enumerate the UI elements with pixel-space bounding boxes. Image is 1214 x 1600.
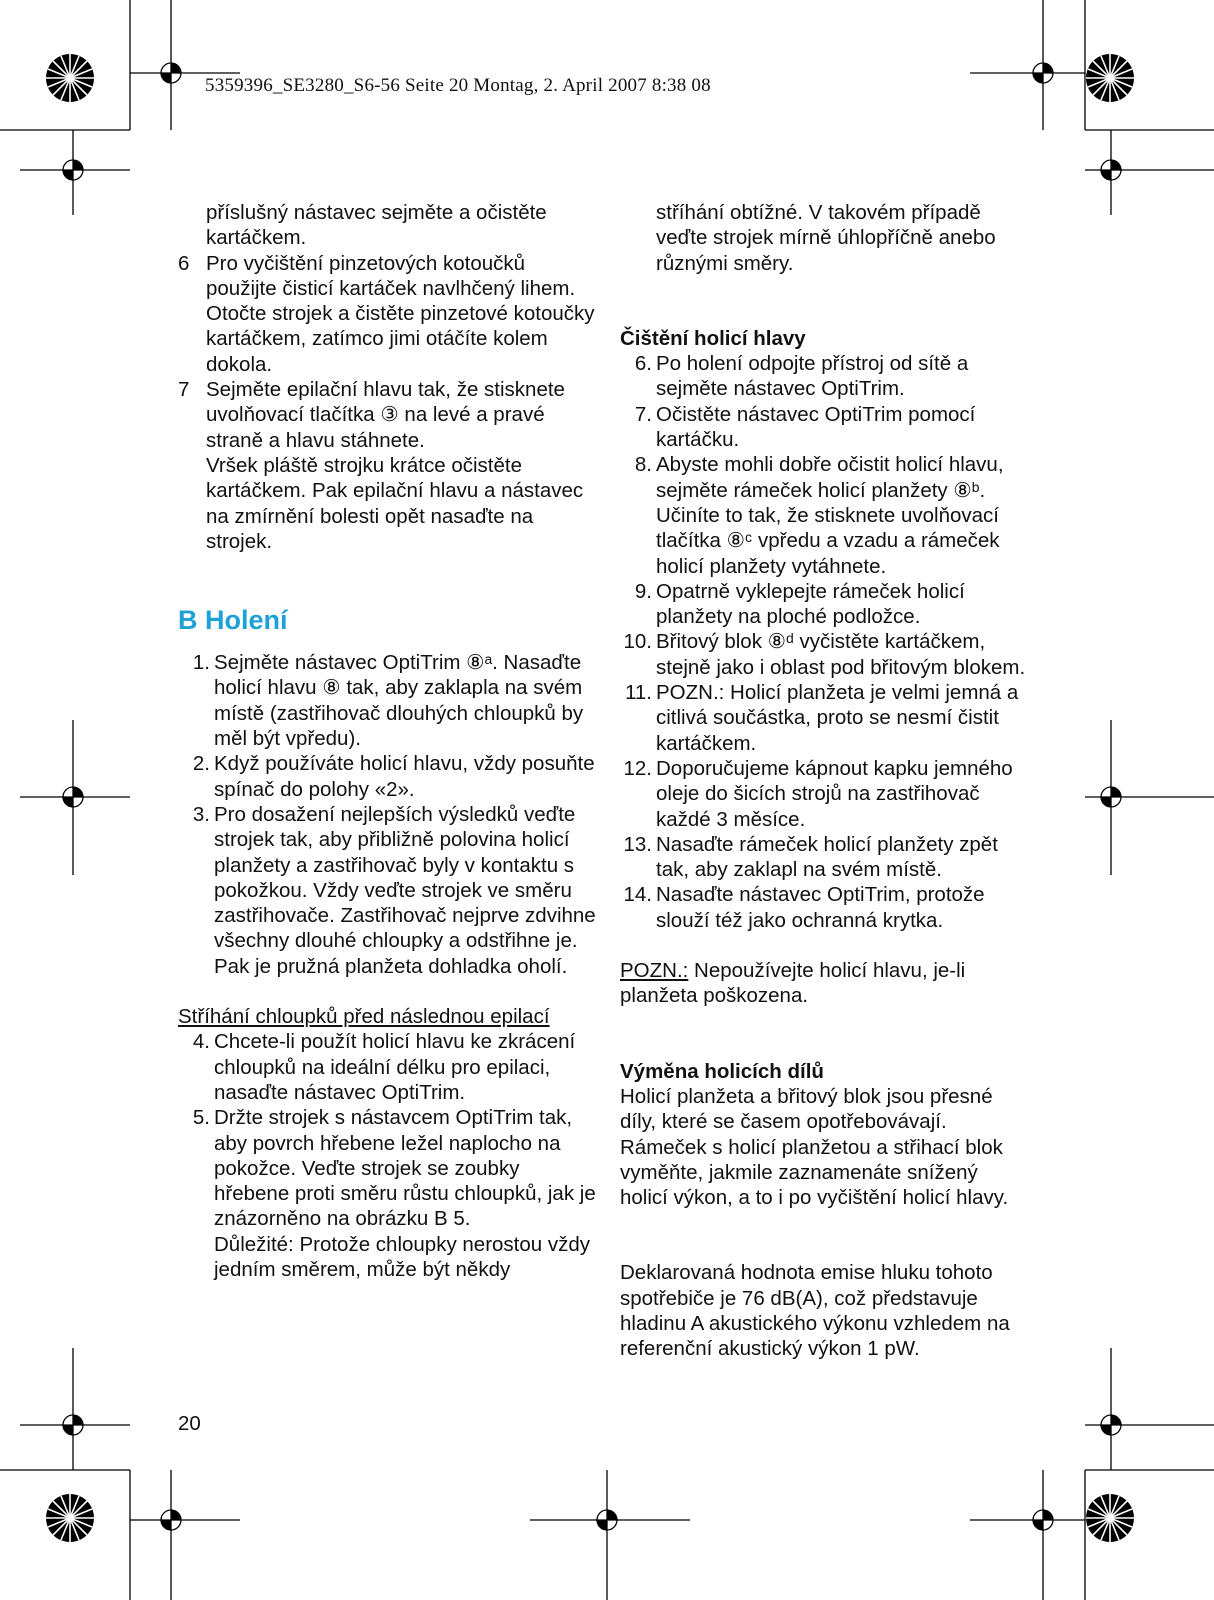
list-item: [620, 579, 1030, 630]
list-text: Pro dosažení nejlepších výsledků veďte strojek tak, aby přibližně polovina holicí planžety a zastřihovač byly v kontaktu s pokožkou. Vždy veďte strojek ve směru zastřihovače. Zastřihovač nejprve zdvihne všechny dlouhé chloupky a odstřihne je. Pak je pružná planžeta dohladka oholí.: [214, 802, 596, 978]
crosshair-top-2-icon: [970, 0, 1085, 130]
list-item: [620, 629, 1030, 680]
list-text: Očistěte nástavec OptiTrim pomocí kartáčku.: [656, 402, 976, 452]
noise-text: Deklarovaná hodnota emise hluku tohoto spotřebiče je 76 dB(A), což představuje hladinu A akustického výkonu vzhledem na referenční akustický výkon 1 pW.: [620, 1261, 1010, 1361]
list-text: Držte strojek s nástavcem OptiTrim tak, aby povrch hřebene ležel naplocho na pokožce. Veďte strojek se zoubky hřebene proti směru růstu chloupků, jak je znázorněno na obrázku B 5.: [214, 1106, 596, 1231]
list-number: 4.: [192, 1030, 210, 1054]
note-label: POZN.:: [620, 959, 689, 983]
list-number: 12.: [623, 756, 652, 780]
list-number: 13.: [623, 832, 652, 856]
print-header: 5359396_SE3280_S6-56 Seite 20 Montag, 2. April 2007 8:38 08: [205, 75, 711, 96]
list-item: [178, 1105, 598, 1282]
trim-heading: Stříhání chloupků před následnou epilací: [178, 1005, 550, 1029]
crosshair-bottom-2-icon: [530, 1470, 690, 1600]
list-text: Břitový blok ⑧ᵈ vyčistěte kartáčkem, stejně jako i oblast pod břitovým blokem.: [656, 630, 1026, 679]
right-column: [620, 200, 1030, 1362]
note-text: Nepoužívejte holicí hlavu, je-li planžeta poškozena.: [620, 959, 966, 1008]
list-number: 9.: [634, 579, 652, 603]
list-item: [620, 452, 1030, 578]
continuation-text: stříhání obtížné. V takovém případě veďte strojek mírně úhlopříčně anebo různými směry.: [656, 201, 996, 275]
step-number: 6: [178, 251, 190, 275]
list-item: [620, 402, 1030, 453]
list-number: 6.: [634, 352, 652, 376]
list-item: [178, 1029, 598, 1105]
step-text: Pro vyčištění pinzetových kotoučků použijte čisticí kartáček navlhčený lihem. Otočte strojek a čistěte pinzetové kotoučky kartáčkem, zatímco jimi otáčíte kolem dokola.: [206, 251, 595, 376]
list-number: 10.: [623, 630, 652, 654]
list-text: Chcete-li použít holicí hlavu ke zkrácení chloupků na ideální délku pro epilaci, nasaďte nástavec OptiTrim.: [214, 1030, 576, 1104]
list-item: [178, 751, 598, 802]
list-number: 5.: [192, 1106, 210, 1130]
step-extra: Vršek pláště strojku krátce očistěte kartáčkem. Pak epilační hlavu a nástavec na zmírnění bolesti opět nasaďte na strojek.: [206, 453, 584, 553]
crosshair-right-3-icon: [1085, 1348, 1214, 1470]
intro-continuation: příslušný nástavec sejměte a očistěte kartáčkem.: [206, 201, 547, 250]
step-text: Sejměte epilační hlavu tak, že stisknete uvolňovací tlačítka ③ na levé a pravé straně a hlavu stáhnete.: [206, 378, 565, 452]
shave-list: [178, 650, 598, 979]
clean-list: [620, 351, 1030, 933]
trim-list: [178, 1029, 598, 1282]
list-text: Abyste mohli dobře očistit holicí hlavu, sejměte rámeček holicí planžety ⑧ᵇ. Učiníte to tak, že stisknete uvolňovací tlačítka ⑧ᶜ vpředu a vzadu a rámeček holicí planžety vytáhnete.: [656, 453, 1004, 578]
step-number: 7: [178, 378, 190, 402]
list-number: 14.: [623, 883, 652, 907]
list-text: Po holení odpojte přístroj od sítě a sejměte nástavec OptiTrim.: [656, 352, 969, 401]
left-column: [178, 200, 598, 1282]
step-7: [178, 377, 598, 554]
list-text: Když používáte holicí hlavu, vždy posuňte spínač do polohy «2».: [214, 752, 595, 801]
replace-text: Holicí planžeta a břitový blok jsou přesné díly, které se časem opotřebovávají. Rámeček s holicí planžetou a střihací blok vyměňte, jakmile zaznamenáte snížený holicí výkon, a to i po vyčištění holicí hlavy.: [620, 1084, 1009, 1210]
list-item: [620, 882, 1030, 933]
list-number: 8.: [634, 453, 652, 477]
crosshair-bottom-1-icon: [130, 1470, 240, 1600]
list-number: 2.: [192, 752, 210, 776]
list-number: 11.: [625, 681, 652, 705]
starburst-bottom-left-icon: [46, 1494, 94, 1542]
starburst-top-right-icon: [1086, 54, 1134, 102]
clean-heading: Čištění holicí hlavy: [620, 326, 806, 350]
section-title: B Holení: [178, 605, 288, 636]
important-note: Důležité: Protože chloupky nerostou vždy jedním směrem, může být někdy: [214, 1232, 591, 1281]
crosshair-left-3-icon: [20, 1348, 130, 1470]
crosshair-bottom-3-icon: [970, 1470, 1085, 1600]
list-text: Nasaďte nástavec OptiTrim, protože slouží též jako ochranná krytka.: [656, 883, 985, 932]
list-item: [178, 650, 598, 751]
list-text: Sejměte nástavec OptiTrim ⑧ᵃ. Nasaďte holicí hlavu ⑧ tak, aby zaklapla na svém místě (zastřihovač dlouhých chloupků by měl být vpředu).: [214, 651, 584, 751]
starburst-bottom-right-icon: [1086, 1494, 1134, 1542]
crosshair-top-1-icon: [130, 0, 240, 130]
list-number: 7.: [634, 402, 652, 426]
crosshair-left-2-icon: [20, 720, 130, 875]
list-number: 3.: [192, 802, 210, 826]
starburst-top-left-icon: [46, 54, 94, 102]
list-text: Opatrně vyklepejte rámeček holicí planžety na ploché podložce.: [656, 579, 965, 629]
list-item: [178, 802, 598, 979]
page-number: 20: [178, 1412, 201, 1435]
list-item: [620, 680, 1030, 756]
step-6: [178, 251, 598, 377]
list-item: [620, 756, 1030, 832]
list-text: Nasaďte rámeček holicí planžety zpět tak, aby zaklapl na svém místě.: [656, 832, 998, 882]
note-paragraph: [620, 958, 1030, 1009]
list-text: Doporučujeme kápnout kapku jemného oleje do šicích strojů na zastřihovač každé 3 měsíce.: [656, 756, 1013, 831]
list-item: [620, 351, 1030, 402]
list-text: POZN.: Holicí planžeta je velmi jemná a citlivá součástka, proto se nesmí čistit kartáčkem.: [656, 681, 1019, 755]
crosshair-left-1-icon: [20, 130, 130, 215]
list-item: [620, 832, 1030, 883]
replace-heading: Výměna holicích dílů: [620, 1059, 824, 1083]
list-number: 1.: [192, 651, 210, 675]
